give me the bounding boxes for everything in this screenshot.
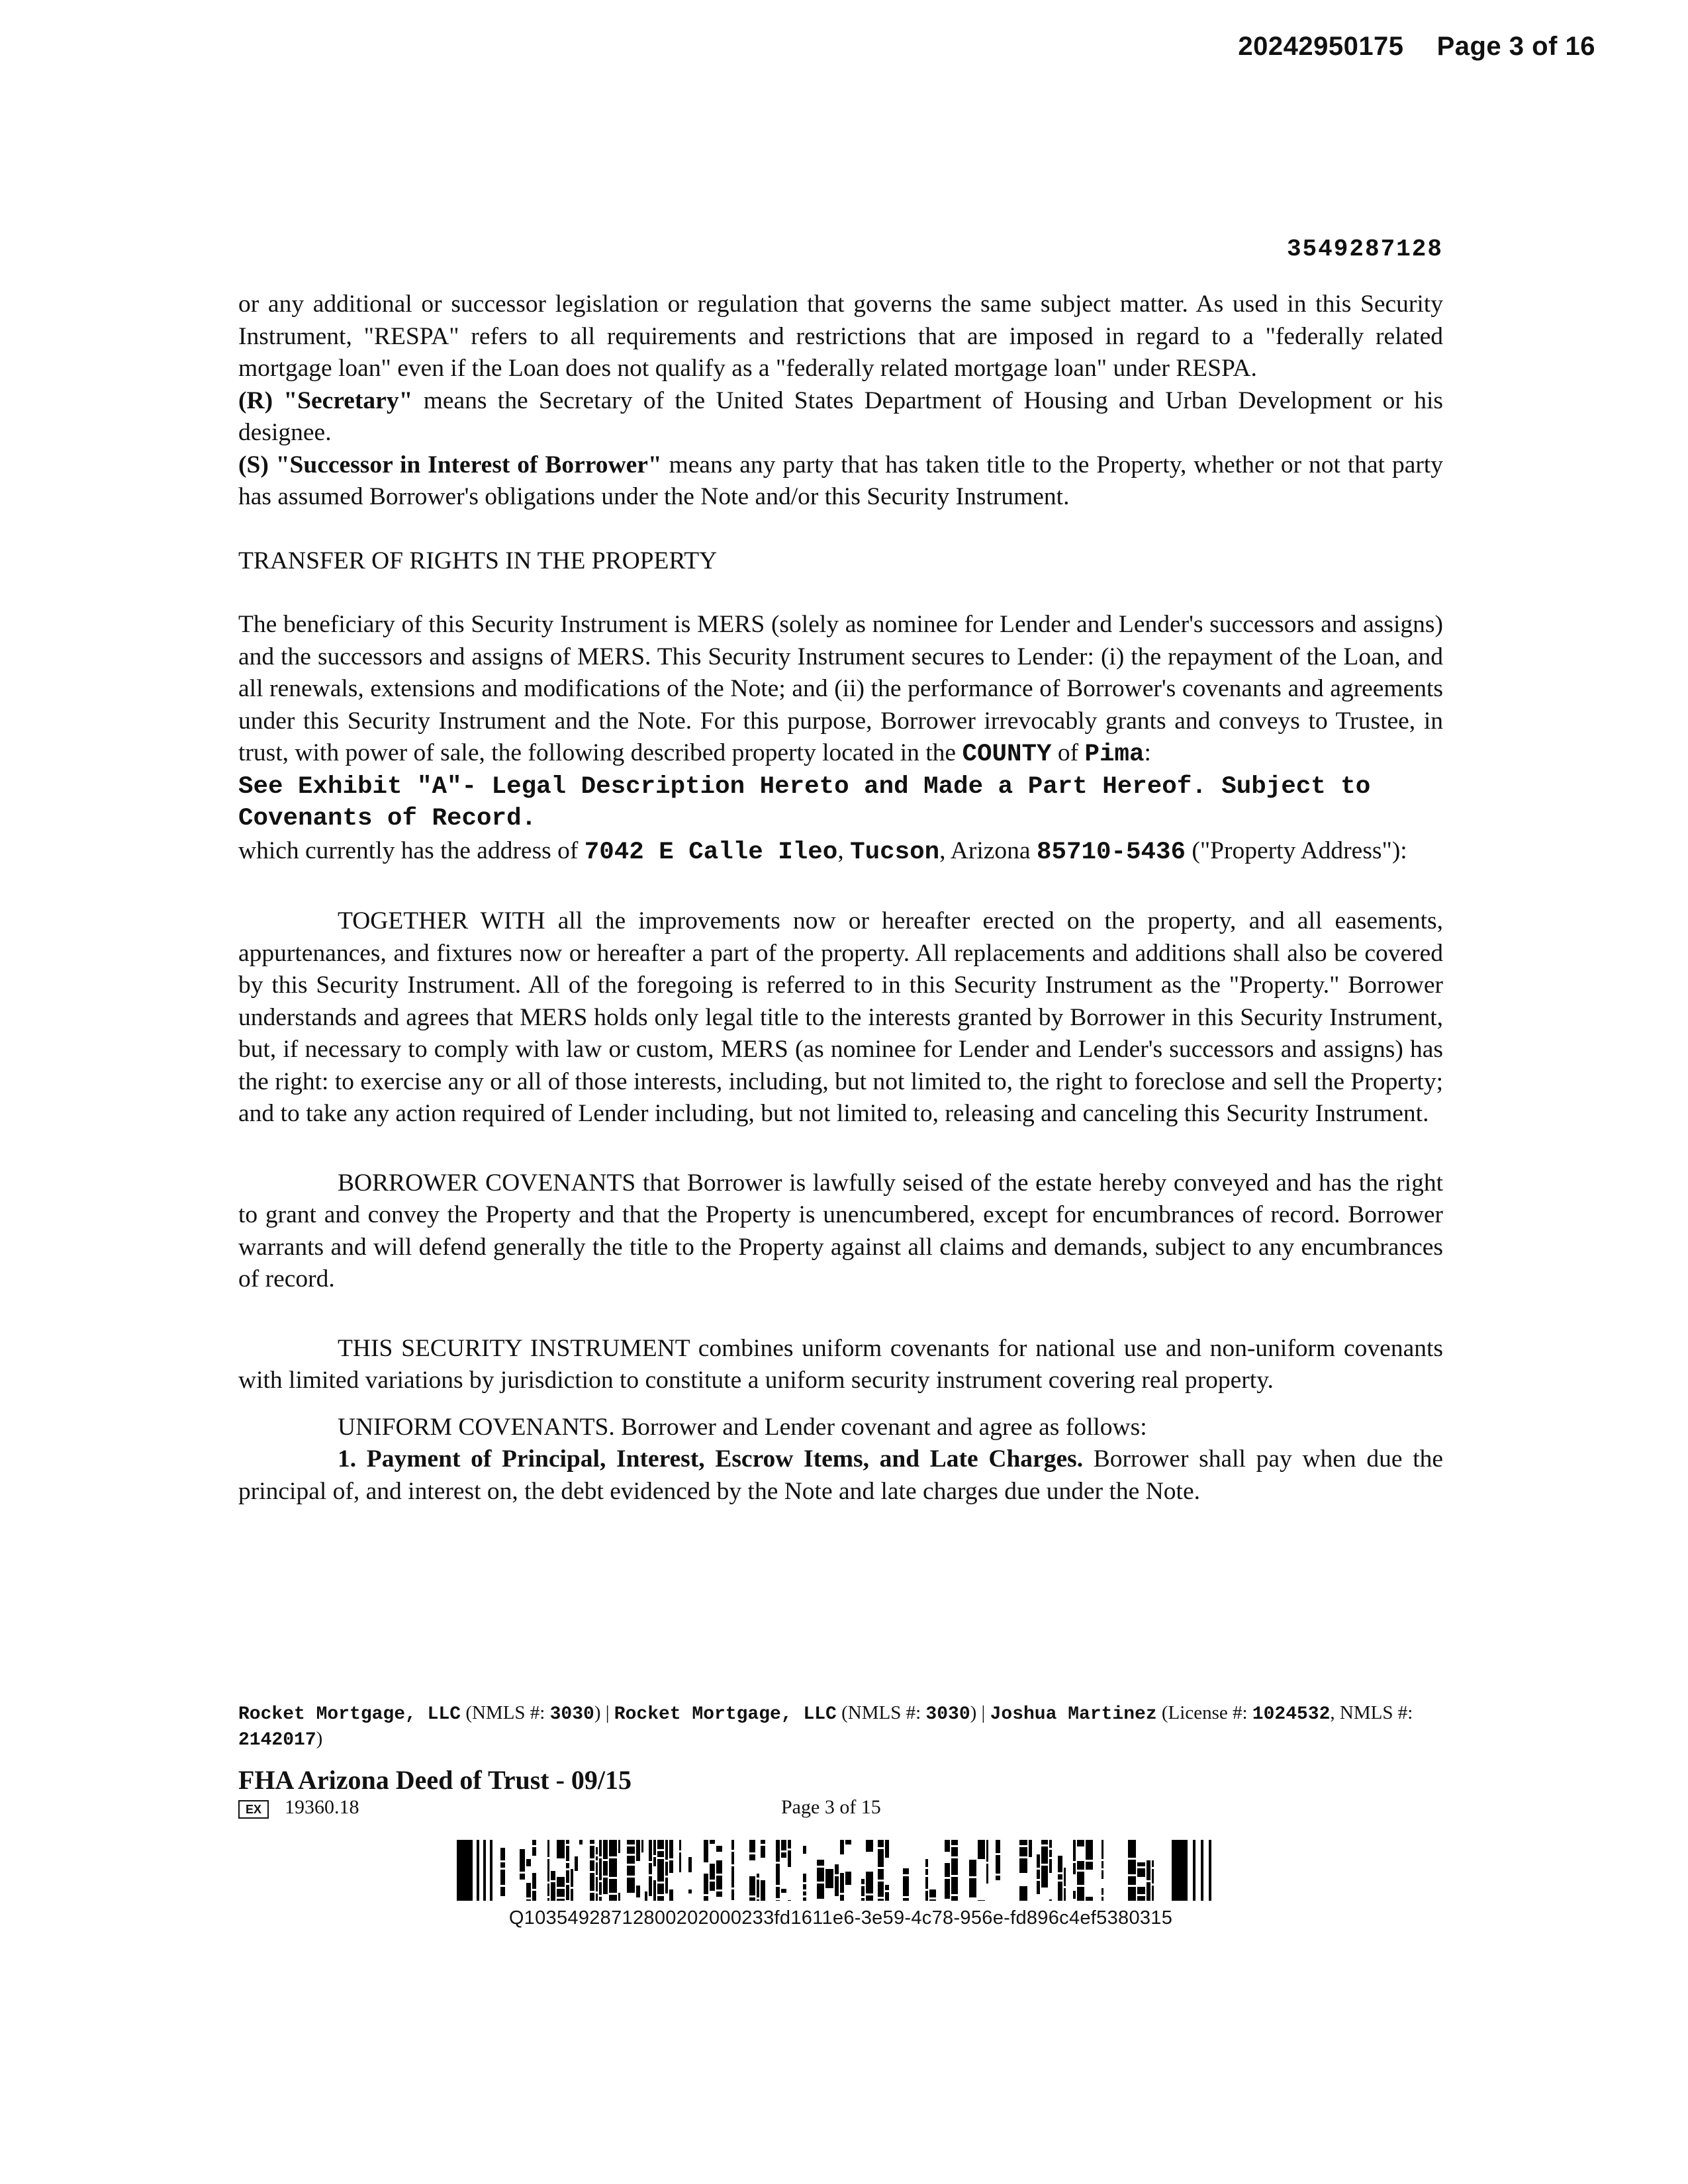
form-reference-row [238,1796,1443,1825]
secretary-term: (R) "Secretary" [238,387,413,414]
legal-description-exhibit: See Exhibit "A"- Legal Description Hereto and Made a Part Hereof. Subject to Covenants of Record. [238,772,1371,833]
recording-header [1238,32,1595,62]
definition-successor: (S) "Successor in Interest of Borrower" means any party that has taken title to the Property, whether or not that party has assumed Borrower's obligations under the Note and/or this Security Instrument. [238,451,1443,510]
form-number: 19360.18 [285,1796,359,1818]
respa-paragraph: or any additional or successor legislation or regulation that governs the same subject matter. As used in this Security Instrument, "RESPA" refers to all requirements and restrictions that are imposed in regard to a "federally related mortgage loan" even if the Loan does not qualify as a "federally related mortgage loan" under RESPA. [238,291,1443,382]
security-instrument-paragraph: THIS SECURITY INSTRUMENT combines uniform covenants for national use and non-uniform covenants with limited variations by jurisdiction to constitute a uniform security instrument covering real property. [238,1334,1443,1394]
property-street: 7042 E Calle Ileo [584,838,838,866]
barcode-icon [457,1840,1225,1901]
county-label: COUNTY [962,741,1052,768]
successor-term: (S) "Successor in Interest of Borrower" [238,451,662,478]
property-zip: 85710-5436 [1036,838,1186,866]
document-page-number: Page 3 of 15 [781,1796,881,1818]
recording-number: 20242950175 [1238,32,1404,61]
county-name: Pima [1084,741,1145,768]
form-title: FHA Arizona Deed of Trust - 09/15 [238,1765,632,1795]
property-city: Tucson [850,838,940,866]
uniform-covenants-intro: UNIFORM COVENANTS. Borrower and Lender covenant and agree as follows: [338,1413,1147,1441]
section-heading-transfer: TRANSFER OF RIGHTS IN THE PROPERTY [238,547,718,574]
property-address-paragraph: which currently has the address of 7042 E Calle Ileo, Tucson, Arizona 85710-5436 ("Property Address"): [238,837,1407,866]
lender-license-line: Rocket Mortgage, LLC (NMLS #: 3030) | Rocket Mortgage, LLC (NMLS #: 3030) | Joshua Martinez (License #: 1024532, NMLS #: 2142017) [238,1702,1413,1751]
ellie-mae-logo-icon: EX [238,1800,269,1819]
loan-number: 3549287128 [1286,236,1443,263]
loan-officer-name: Joshua Martinez [990,1704,1157,1725]
covenant-1-title: 1. Payment of Principal, Interest, Escrow Items, and Late Charges. [338,1445,1084,1473]
covenant-1-paragraph: 1. Payment of Principal, Interest, Escrow Items, and Late Charges. Borrower shall pay when due the principal of, and interest on, the debt evidenced by the Note and late charges due under the Note. [238,1445,1444,1505]
definition-secretary: (R) "Secretary" means the Secretary of the United States Department of Housing and Urban Development or his designee. [238,387,1443,446]
together-with-paragraph: TOGETHER WITH all the improvements now or hereafter erected on the property, and all easements, appurtenances, and fixtures now or hereafter a part of the property. All replacements and additions shall also be covered by this Security Instrument. All of the foregoing is referred to in this Security Instrument as the "Property." Borrower understands and agrees that MERS holds only legal title to the interests granted by Borrower in this Security Instrument, but, if necessary to comply with law or custom, MERS (as nominee for Lender and Lender's successors and assigns) has the right: to exercise any or all of those interests, including, but not limited to, the right to foreclose and sell the Property; and to take any action required of Lender including, but not limited to, releasing and canceling this Security Instrument. [238,907,1443,1127]
document-body [238,289,1443,1508]
recording-page-label: Page 3 of 16 [1436,32,1595,61]
borrower-covenants-paragraph: BORROWER COVENANTS that Borrower is lawfully seised of the estate hereby conveyed and has the right to grant and convey the Property and that the Property is unencumbered, except for encumbrances of record. Borrower warrants and will defend generally the title to the Property against all claims and demands, subject to any encumbrances of record. [238,1169,1443,1293]
beneficiary-paragraph: The beneficiary of this Security Instrument is MERS (solely as nominee for Lender and Lender's successors and assigns) and the successors and assigns of MERS. This Security Instrument secures to Lender: (i) the repayment of the Loan, and all renewals, extensions and modifications of the Note; and (ii) the performance of Borrower's covenants and agreements under this Security Instrument and the Note. For this purpose, Borrower irrevocably grants and conveys to Trustee, in trust, with power of sale, the following described property located in the COUNTY of Pima: [238,611,1443,768]
page-footer [238,1701,1443,1825]
barcode-text: Q10354928712800202000233fd1611e6-3e59-4c78-956e-fd896c4ef5380315 [508,1907,1173,1929]
